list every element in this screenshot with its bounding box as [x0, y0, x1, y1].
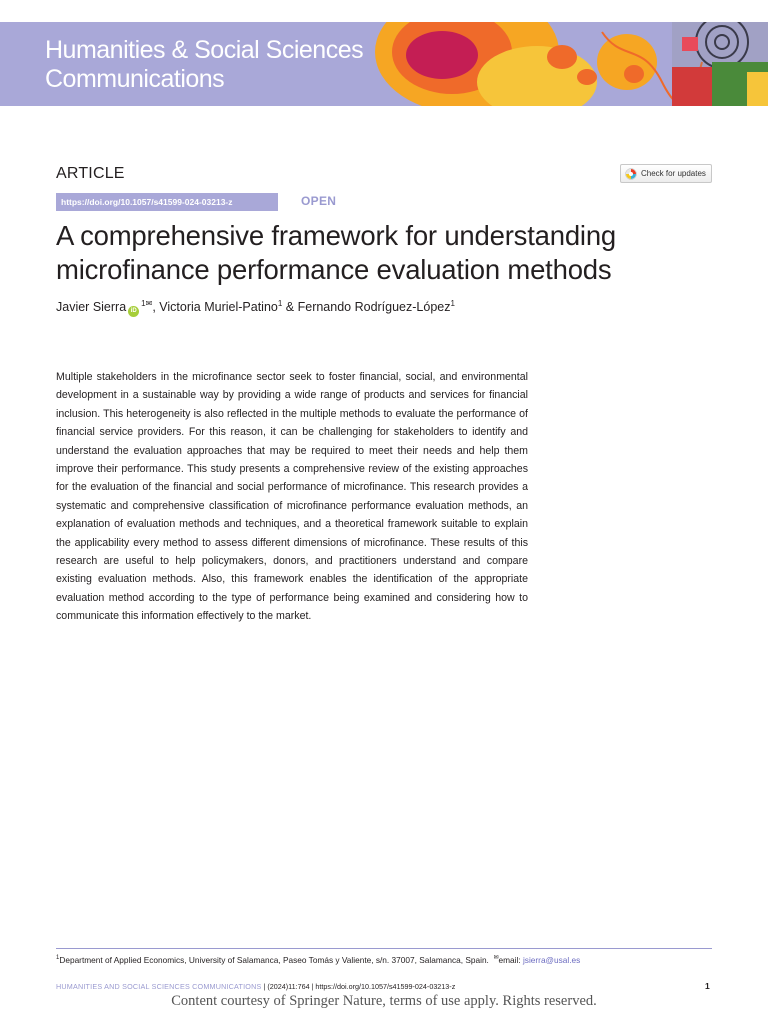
email-label: email:	[498, 955, 523, 965]
author-separator: &	[282, 300, 298, 314]
courtesy-notice: Content courtesy of Springer Nature, terms of use apply. Rights reserved.	[171, 993, 597, 1009]
author-separator: ,	[152, 300, 160, 314]
article-title	[56, 219, 736, 287]
crossmark-icon	[625, 168, 637, 180]
author-name[interactable]: Fernando Rodríguez-López	[297, 300, 451, 314]
footer-divider	[56, 948, 712, 949]
citation-footer	[56, 982, 455, 991]
journal-title-line1: Humanities & Social Sciences	[45, 36, 364, 64]
author-affiliation-marker: 1	[450, 298, 455, 308]
author-list	[56, 300, 455, 317]
orcid-icon[interactable]: iD	[128, 306, 139, 317]
author-affiliation-marker: 1	[277, 298, 283, 308]
journal-banner	[0, 22, 768, 106]
affiliation-text: Department of Applied Economics, University of Salamanca, Paseo Tomás y Valiente, s/n. 37007, Salamanca, Spain.	[59, 955, 489, 965]
journal-title-line2: Communications	[45, 65, 225, 93]
author-name[interactable]: Victoria Muriel-Patino	[159, 300, 278, 314]
email-icon: ✉	[493, 955, 499, 962]
author-affiliation-marker: 1✉	[141, 298, 153, 308]
footer-citation: | (2024)11:764 | https://doi.org/10.1057/s41599-024-03213-z	[261, 982, 456, 991]
check-for-updates-label: Check for updates	[641, 169, 706, 178]
check-for-updates-button[interactable]	[620, 164, 712, 183]
article-type-label: ARTICLE	[56, 165, 125, 182]
footer-journal-name: HUMANITIES AND SOCIAL SCIENCES COMMUNICATIONS	[56, 982, 262, 991]
banner-artwork	[372, 22, 768, 106]
abstract: Multiple stakeholders in the microfinance sector seek to foster financial, social, and environmental development in a sustainable way by providing a wide range of products and services for financial inclusion. This heterogeneity is also reflected in the multiple methods to evaluate the performance of financial service providers. For this reason, it can be challenging for stakeholders to identify and understand the evaluation approaches that may be required to meet their needs and help them improve their performance. This study presents a comprehensive review of the existing approaches for the evaluation of the financial and social performance of microfinance. This research provides a systematic and comprehensive classification of microfinance performance evaluation methods, an explanation of evaluation methods and techniques, and a theoretical framework suitable to explain the applicability every method to assess different dimensions of microfinance. These results of this research are useful to help policymakers, donors, and practitioners understand and compare existing evaluation methods. Also, this framework enables the identification of the appropriate evaluation method according to the type of performance being examined and considering how to communicate this information effectively to the market.	[56, 371, 528, 623]
open-access-label: OPEN	[301, 194, 337, 208]
page-number: 1	[705, 981, 710, 991]
article-title-line2: microfinance performance evaluation methods	[56, 254, 612, 285]
author-name[interactable]: Javier Sierra	[56, 300, 127, 314]
email-link[interactable]: jsierra@usal.es	[522, 955, 581, 965]
journal-title[interactable]	[45, 36, 363, 94]
affiliation-marker: 1	[56, 955, 60, 962]
article-title-line1: A comprehensive framework for understanding	[56, 220, 617, 251]
doi-link[interactable]: https://doi.org/10.1057/s41599-024-03213-z	[56, 193, 278, 211]
affiliation-footnote	[56, 955, 580, 965]
